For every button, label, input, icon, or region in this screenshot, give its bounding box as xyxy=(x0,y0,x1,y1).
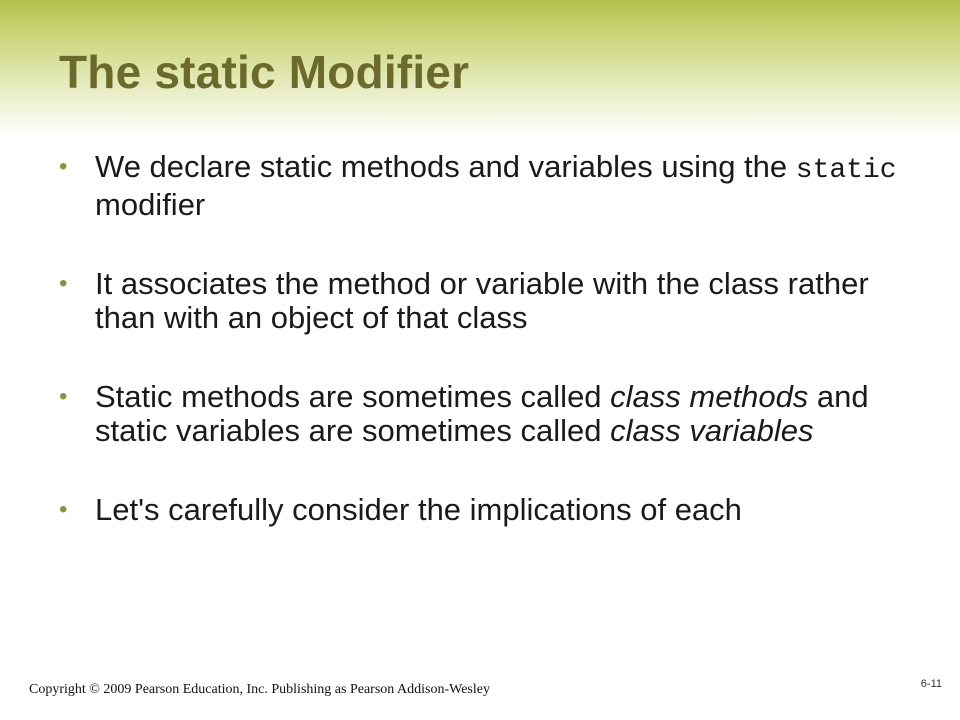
bullet-item xyxy=(59,267,899,335)
emphasis-term: class methods xyxy=(610,379,809,414)
page-number: 6-11 xyxy=(920,678,942,690)
bullet-text: Let's carefully consider the implications of each xyxy=(95,492,742,527)
bullet-text: It associates the method or variable with the class rather than with an object of that class xyxy=(95,266,869,335)
emphasis-term: class variables xyxy=(610,413,814,448)
bullet-text: and static variables are sometimes called xyxy=(95,379,869,448)
bullet-item xyxy=(59,493,899,527)
bullet-item xyxy=(59,380,899,448)
footer-copyright: Copyright © 2009 Pearson Education, Inc. Publishing as Pearson Addison-Wesley xyxy=(29,682,490,697)
bullet-list xyxy=(59,150,899,527)
slide-title: The static Modifier xyxy=(59,46,470,98)
bullet-item xyxy=(59,150,899,222)
code-keyword: static xyxy=(795,155,897,186)
bullet-text: modifier xyxy=(95,187,206,222)
bullet-text: Static methods are sometimes called xyxy=(95,379,611,414)
bullet-text: We declare static methods and variables using the xyxy=(95,149,796,184)
